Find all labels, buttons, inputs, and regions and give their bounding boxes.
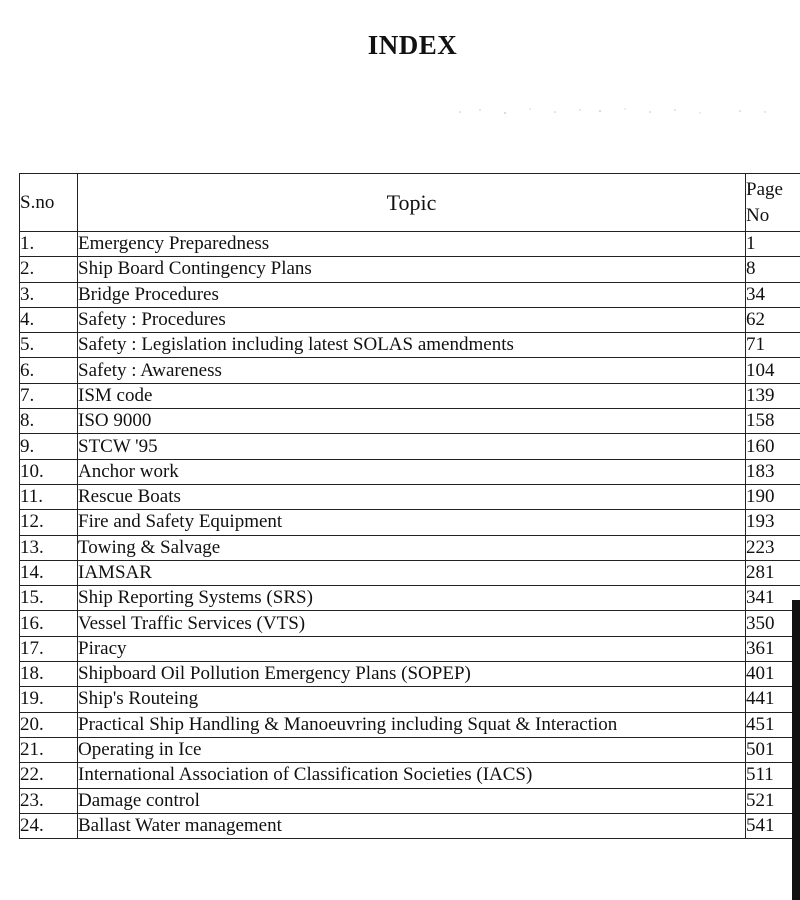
row-topic: Safety : Awareness xyxy=(78,358,746,383)
row-page: 541 xyxy=(746,813,800,838)
row-page: 401 xyxy=(746,662,800,687)
row-topic: Rescue Boats xyxy=(78,484,746,509)
table-row xyxy=(20,257,800,282)
table-row xyxy=(20,611,800,636)
row-page: 350 xyxy=(746,611,800,636)
row-sno: 6. xyxy=(20,358,78,383)
row-sno: 18. xyxy=(20,662,78,687)
row-page: 341 xyxy=(746,586,800,611)
row-topic: Fire and Safety Equipment xyxy=(78,510,746,535)
header-page-line2: No xyxy=(746,204,770,226)
row-topic: Shipboard Oil Pollution Emergency Plans (SOPEP) xyxy=(78,662,746,687)
index-table xyxy=(19,173,800,839)
header-topic: Topic xyxy=(78,174,746,232)
header-sno: S.no xyxy=(20,174,78,232)
row-sno: 9. xyxy=(20,434,78,459)
table-row xyxy=(20,560,800,585)
row-page: 223 xyxy=(746,535,800,560)
row-topic: Ship Reporting Systems (SRS) xyxy=(78,586,746,611)
row-topic: Anchor work xyxy=(78,459,746,484)
row-topic: ISO 9000 xyxy=(78,409,746,434)
scan-edge-bar xyxy=(792,600,800,900)
header-row xyxy=(20,174,800,232)
header-page xyxy=(746,174,800,232)
row-sno: 22. xyxy=(20,763,78,788)
table-row xyxy=(20,662,800,687)
row-sno: 21. xyxy=(20,737,78,762)
row-topic: Piracy xyxy=(78,636,746,661)
table-row xyxy=(20,636,800,661)
row-sno: 12. xyxy=(20,510,78,535)
row-sno: 8. xyxy=(20,409,78,434)
row-sno: 11. xyxy=(20,484,78,509)
row-topic: Ship Board Contingency Plans xyxy=(78,257,746,282)
row-page: 1 xyxy=(746,232,800,257)
row-page: 62 xyxy=(746,307,800,332)
row-sno: 3. xyxy=(20,282,78,307)
table-row xyxy=(20,535,800,560)
row-topic: IAMSAR xyxy=(78,560,746,585)
table-row xyxy=(20,813,800,838)
row-page: 451 xyxy=(746,712,800,737)
row-sno: 23. xyxy=(20,788,78,813)
row-page: 441 xyxy=(746,687,800,712)
header-page-line1: Page xyxy=(746,178,783,200)
row-page: 521 xyxy=(746,788,800,813)
row-page: 158 xyxy=(746,409,800,434)
row-topic: Practical Ship Handling & Manoeuvring including Squat & Interaction xyxy=(78,712,746,737)
row-topic: Safety : Legislation including latest SOLAS amendments xyxy=(78,333,746,358)
table-row xyxy=(20,586,800,611)
row-sno: 19. xyxy=(20,687,78,712)
row-topic: Ballast Water management xyxy=(78,813,746,838)
table-row xyxy=(20,307,800,332)
row-topic: Safety : Procedures xyxy=(78,307,746,332)
row-topic: International Association of Classification Societies (IACS) xyxy=(78,763,746,788)
row-sno: 24. xyxy=(20,813,78,838)
table-row xyxy=(20,358,800,383)
row-sno: 4. xyxy=(20,307,78,332)
row-page: 34 xyxy=(746,282,800,307)
row-topic: Ship's Routeing xyxy=(78,687,746,712)
row-topic: Bridge Procedures xyxy=(78,282,746,307)
scan-noise xyxy=(450,100,780,120)
row-topic: Towing & Salvage xyxy=(78,535,746,560)
row-page: 511 xyxy=(746,763,800,788)
table-row xyxy=(20,763,800,788)
table-row xyxy=(20,383,800,408)
row-page: 361 xyxy=(746,636,800,661)
row-sno: 15. xyxy=(20,586,78,611)
table-row xyxy=(20,510,800,535)
row-page: 190 xyxy=(746,484,800,509)
row-topic: Emergency Preparedness xyxy=(78,232,746,257)
table-row xyxy=(20,232,800,257)
row-sno: 7. xyxy=(20,383,78,408)
row-sno: 5. xyxy=(20,333,78,358)
row-topic: Operating in Ice xyxy=(78,737,746,762)
row-page: 71 xyxy=(746,333,800,358)
row-page: 160 xyxy=(746,434,800,459)
row-page: 8 xyxy=(746,257,800,282)
row-sno: 10. xyxy=(20,459,78,484)
row-sno: 17. xyxy=(20,636,78,661)
row-sno: 14. xyxy=(20,560,78,585)
table-row xyxy=(20,409,800,434)
row-sno: 16. xyxy=(20,611,78,636)
row-page: 501 xyxy=(746,737,800,762)
row-page: 104 xyxy=(746,358,800,383)
table-row xyxy=(20,712,800,737)
row-page: 193 xyxy=(746,510,800,535)
page-title: INDEX xyxy=(367,30,458,60)
table-row xyxy=(20,484,800,509)
row-sno: 1. xyxy=(20,232,78,257)
table-row xyxy=(20,737,800,762)
row-sno: 2. xyxy=(20,257,78,282)
row-topic: Damage control xyxy=(78,788,746,813)
table-row xyxy=(20,459,800,484)
row-sno: 20. xyxy=(20,712,78,737)
table-row xyxy=(20,788,800,813)
row-page: 281 xyxy=(746,560,800,585)
row-page: 183 xyxy=(746,459,800,484)
table-row xyxy=(20,333,800,358)
row-sno: 13. xyxy=(20,535,78,560)
table-row xyxy=(20,434,800,459)
row-topic: ISM code xyxy=(78,383,746,408)
row-topic: STCW '95 xyxy=(78,434,746,459)
row-topic: Vessel Traffic Services (VTS) xyxy=(78,611,746,636)
table-row xyxy=(20,687,800,712)
table-row xyxy=(20,282,800,307)
row-page: 139 xyxy=(746,383,800,408)
